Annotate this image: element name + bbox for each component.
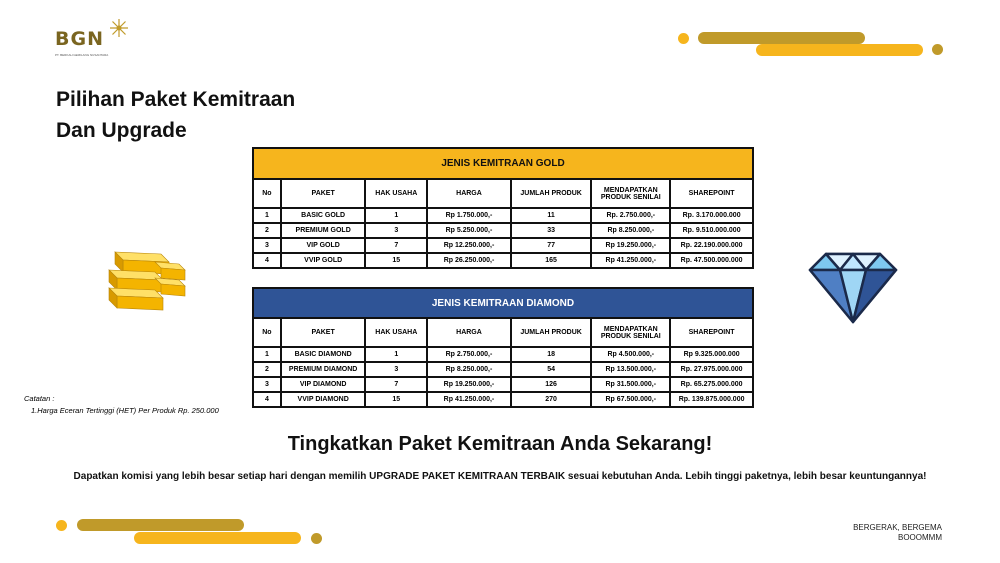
cell-harga: Rp 12.250.000,- [427,238,511,253]
cell-paket: VVIP GOLD [281,253,366,268]
cell-senilai: Rp 19.250.000,- [591,238,670,253]
cell-hak: 3 [365,223,427,238]
cell-paket: PREMIUM GOLD [281,223,366,238]
cell-share: Rp. 139.875.000.000 [670,392,753,407]
col-header: JUMLAH PRODUK [511,318,592,347]
cell-share: Rp. 65.275.000.000 [670,377,753,392]
note-label: Catatan : [24,394,55,403]
note-item: 1.Harga Eceran Tertinggi (HET) Per Produk Rp. 250.000 [31,406,219,415]
col-header: MENDAPATKAN PRODUK SENILAI [591,179,670,208]
cell-no: 2 [253,362,281,377]
cell-harga: Rp 8.250.000,- [427,362,511,377]
cell-no: 1 [253,347,281,362]
cell-harga: Rp 19.250.000,- [427,377,511,392]
note [24,393,219,417]
cell-no: 1 [253,208,281,223]
gold-table-header [253,179,753,208]
page-title [56,84,295,146]
col-header: SHAREPOINT [670,318,753,347]
cell-harga: Rp 26.250.000,- [427,253,511,268]
company-logo [55,18,135,58]
col-header: SHAREPOINT [670,179,753,208]
cell-hak: 3 [365,362,427,377]
col-header: No [253,318,281,347]
cell-senilai: Rp 8.250.000,- [591,223,670,238]
col-header: HARGA [427,179,511,208]
cell-jumlah: 126 [511,377,592,392]
cell-no: 3 [253,238,281,253]
cell-hak: 15 [365,253,427,268]
cell-jumlah: 18 [511,347,592,362]
cell-paket: VIP GOLD [281,238,366,253]
cell-no: 3 [253,377,281,392]
cell-jumlah: 33 [511,223,592,238]
diamond-table-caption: JENIS KEMITRAAN DIAMOND [253,288,753,318]
cell-paket: BASIC DIAMOND [281,347,366,362]
cell-jumlah: 54 [511,362,592,377]
col-header: HAK USAHA [365,318,427,347]
col-header: PAKET [281,179,366,208]
cell-harga: Rp 1.750.000,- [427,208,511,223]
cell-hak: 1 [365,208,427,223]
diamond-package-table [252,287,754,408]
col-header: PAKET [281,318,366,347]
col-header: HAK USAHA [365,179,427,208]
cell-no: 2 [253,223,281,238]
cell-share: Rp. 9.510.000.000 [670,223,753,238]
cell-share: Rp. 27.975.000.000 [670,362,753,377]
cell-paket: PREMIUM DIAMOND [281,362,366,377]
diamond-table-header [253,318,753,347]
cell-no: 4 [253,392,281,407]
gold-bars-icon [105,248,190,312]
table-row [253,208,753,223]
cell-senilai: Rp 31.500.000,- [591,377,670,392]
cell-paket: VVIP DIAMOND [281,392,366,407]
cell-hak: 15 [365,392,427,407]
title-line-1: Pilihan Paket Kemitraan [56,88,296,111]
slogan-line-1: BERGERAK, BERGEMA [853,523,942,532]
cta-text: Dapatkan komisi yang lebih besar setiap hari dengan memilih UPGRADE PAKET KEMITRAAN TERBAIK sesuai kebutuhan Anda. Lebih tinggi paketnya, lebih besar keuntungannya! [73,471,927,482]
table-row [253,238,753,253]
diamond-icon [806,248,900,326]
cell-jumlah: 11 [511,208,592,223]
cell-share: Rp. 3.170.000.000 [670,208,753,223]
table-row [253,362,753,377]
title-line-2: Dan Upgrade [56,119,187,142]
logo-tagline: PT. BERKAH GEMILANG NUSANTARA [55,53,109,57]
cell-hak: 1 [365,347,427,362]
slogan-line-2: BOOOMMM [898,533,942,542]
star-burst-icon [109,18,129,38]
gold-table-caption: JENIS KEMITRAAN GOLD [253,148,753,179]
cell-no: 4 [253,253,281,268]
cell-senilai: Rp 13.500.000,- [591,362,670,377]
table-row [253,223,753,238]
cell-share: Rp. 22.190.000.000 [670,238,753,253]
cell-share: Rp. 47.500.000.000 [670,253,753,268]
col-header: No [253,179,281,208]
cell-hak: 7 [365,377,427,392]
col-header: JUMLAH PRODUK [511,179,592,208]
table-row [253,253,753,268]
cell-senilai: Rp 67.500.000,- [591,392,670,407]
cell-harga: Rp 2.750.000,- [427,347,511,362]
cell-jumlah: 270 [511,392,592,407]
cell-paket: BASIC GOLD [281,208,366,223]
col-header: MENDAPATKAN PRODUK SENILAI [591,318,670,347]
slogan [853,523,942,543]
col-header: HARGA [427,318,511,347]
cell-jumlah: 77 [511,238,592,253]
cell-harga: Rp 5.250.000,- [427,223,511,238]
table-row [253,377,753,392]
cell-hak: 7 [365,238,427,253]
cell-paket: VIP DIAMOND [281,377,366,392]
cell-harga: Rp 41.250.000,- [427,392,511,407]
cell-senilai: Rp 4.500.000,- [591,347,670,362]
table-row [253,392,753,407]
cell-senilai: Rp. 2.750.000,- [591,208,670,223]
cell-share: Rp 9.325.000.000 [670,347,753,362]
gold-package-table [252,147,754,269]
cta-heading: Tingkatkan Paket Kemitraan Anda Sekarang! [287,433,713,455]
cell-senilai: Rp 41.250.000,- [591,253,670,268]
table-row [253,347,753,362]
cell-jumlah: 165 [511,253,592,268]
logo-text: BGN [55,28,104,50]
